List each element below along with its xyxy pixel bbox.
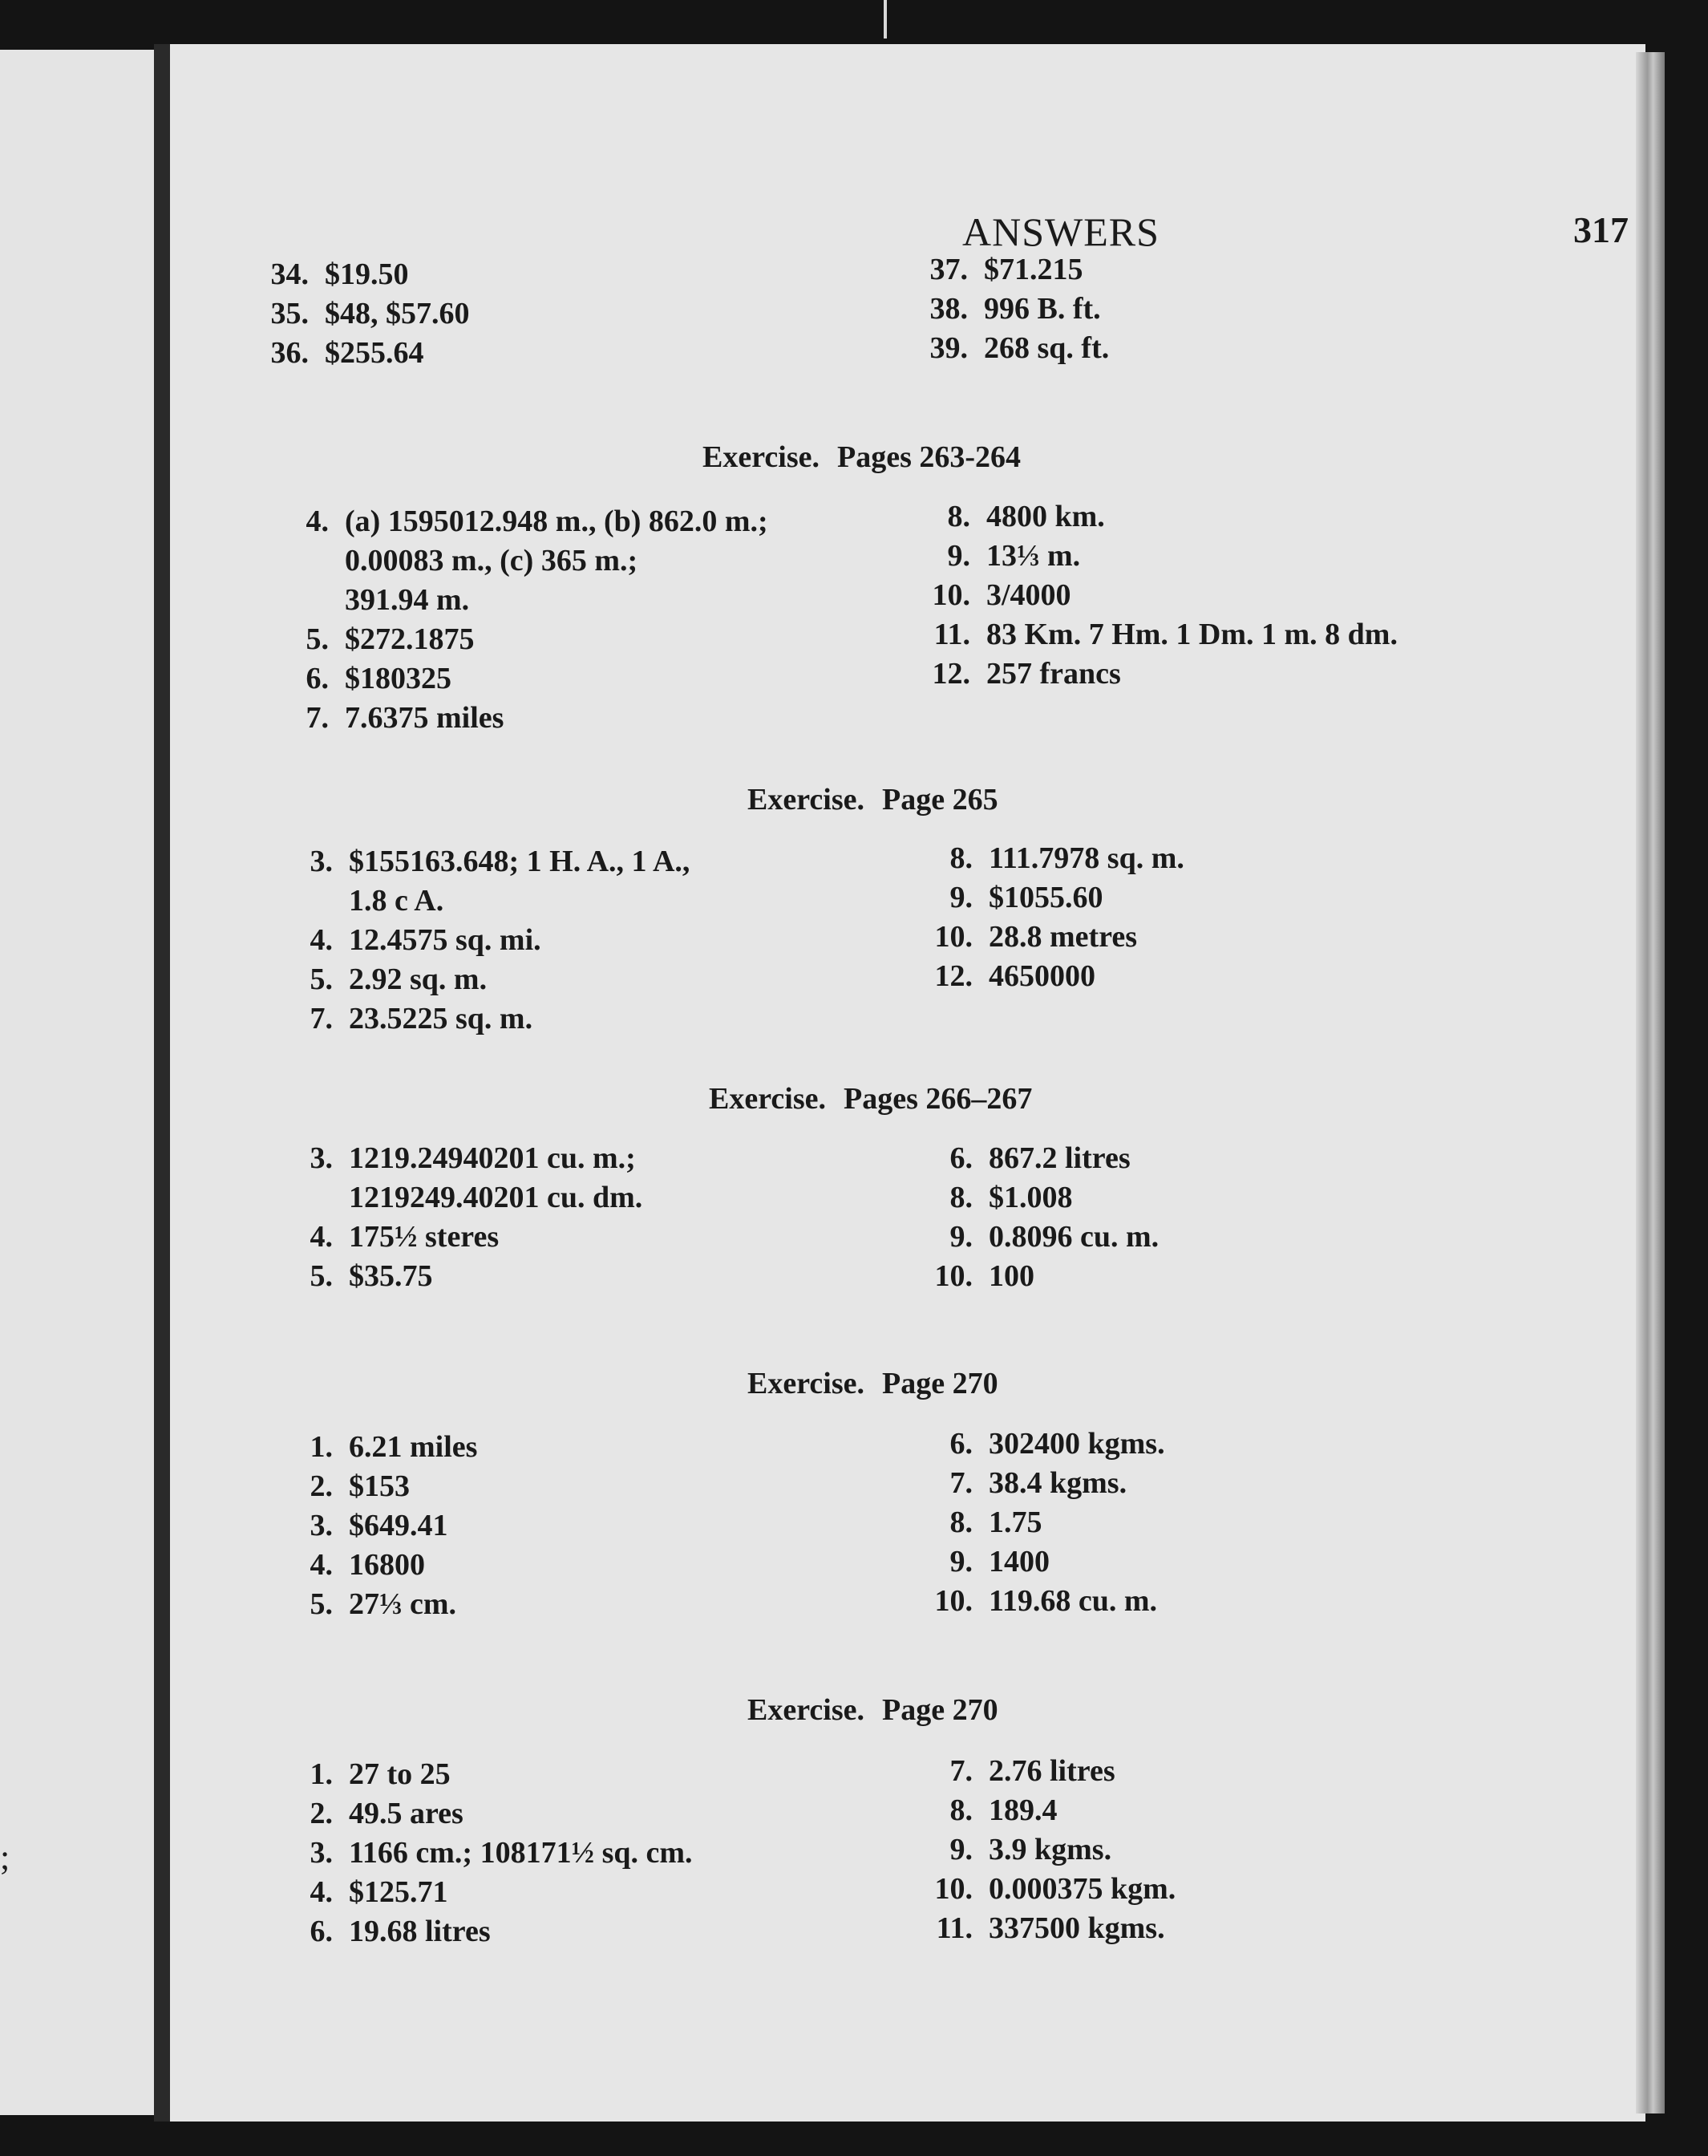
section-right-column [905, 1424, 1165, 1621]
answer-row: 4. $125.71 [310, 1875, 448, 1909]
answer-row: 8. 111.7978 sq. m. [949, 841, 1184, 875]
answer-row: 3. $649.41 [310, 1509, 448, 1542]
page-title: ANSWERS [962, 209, 1160, 254]
answer-row: 10. 28.8 metres [934, 920, 1138, 954]
answer-row: 4. 12.4575 sq. mi. [310, 923, 541, 957]
answer-row: 3. $155163.648; 1 H. A., 1 A., [310, 845, 690, 878]
answer-row: 4. 175½ steres [310, 1220, 500, 1254]
section-heading: Exercise. Pages 263-264 [702, 440, 1022, 474]
answer-row: 10. 119.68 cu. m. [934, 1584, 1158, 1618]
answer-row: 34. $19.50 [270, 257, 409, 291]
answer-row: 1. 6.21 miles [310, 1430, 478, 1464]
answer-row: 36. $255.64 [270, 336, 424, 370]
section-left-column [265, 1428, 477, 1624]
answer-row: 4. 16800 [310, 1548, 425, 1582]
answer-row: 6. $180325 [306, 662, 451, 695]
answer-row: 2. $153 [310, 1469, 410, 1503]
section-right-column [902, 497, 1398, 694]
section-left-column [265, 1755, 693, 1951]
left-margin-mark: ; [0, 1838, 10, 1877]
answer-row: 8. 4800 km. [947, 500, 1105, 533]
answer-row: 391.94 m. [345, 583, 470, 617]
answer-row: 8. 189.4 [949, 1793, 1058, 1827]
section-left-column [265, 842, 690, 1039]
answer-row: 2. 49.5 ares [310, 1797, 463, 1830]
answer-row: 8. 1.75 [949, 1506, 1042, 1539]
answer-row: 10. 0.000375 kgm. [934, 1872, 1176, 1906]
answer-row: 7. 38.4 kgms. [949, 1466, 1127, 1500]
answer-row: 5. 2.92 sq. m. [310, 962, 488, 996]
answer-row: 6. 302400 kgms. [949, 1427, 1165, 1461]
answer-row: 11. 337500 kgms. [936, 1911, 1165, 1945]
answer-row: 6. 867.2 litres [949, 1141, 1131, 1175]
answer-row: 12. 257 francs [932, 657, 1121, 691]
top-mark [884, 0, 887, 38]
answer-row: 10. 3/4000 [932, 578, 1071, 612]
answer-row: 9. 3.9 kgms. [949, 1833, 1112, 1866]
answer-row: 7. 7.6375 miles [306, 701, 504, 735]
page-edge [1636, 52, 1665, 2113]
answer-row: 4. (a) 1595012.948 m., (b) 862.0 m.; [306, 505, 768, 538]
answer-row: 7. 2.76 litres [949, 1754, 1115, 1788]
answer-row: 38. 996 B. ft. [929, 292, 1101, 326]
top-block-left [241, 255, 470, 373]
answer-row: 5. $35.75 [310, 1259, 433, 1293]
page-number: 317 [1573, 209, 1629, 250]
answer-row: 9. $1055.60 [949, 881, 1103, 914]
answer-row: 11. 83 Km. 7 Hm. 1 Dm. 1 m. 8 dm. [933, 618, 1398, 651]
answer-row: 3. 1166 cm.; 108171½ sq. cm. [310, 1836, 693, 1870]
answer-row: 1. 27 to 25 [310, 1757, 451, 1791]
section-left-column [261, 502, 768, 738]
top-block-right [900, 250, 1109, 368]
section-heading: Exercise. Page 265 [747, 783, 998, 817]
answer-row: 12. 4650000 [934, 959, 1095, 993]
answer-row: 3. 1219.24940201 cu. m.; [310, 1141, 636, 1175]
section-heading: Exercise. Pages 266–267 [709, 1082, 1033, 1116]
answer-row: 8. $1.008 [949, 1181, 1073, 1214]
answer-row: 10. 100 [934, 1259, 1034, 1293]
section-heading: Exercise. Page 270 [747, 1693, 998, 1727]
answer-row: 1.8 c A. [349, 884, 444, 918]
book-spine [154, 44, 170, 2122]
answer-row: 0.00083 m., (c) 365 m.; [345, 544, 638, 578]
answer-row: 1219249.40201 cu. dm. [349, 1181, 643, 1214]
answer-row: 35. $48, $57.60 [270, 297, 470, 330]
left-page-edge [0, 50, 154, 2115]
answer-row: 5. 27⅓ cm. [310, 1587, 457, 1621]
section-heading: Exercise. Page 270 [747, 1367, 998, 1400]
answer-row: 6. 19.68 litres [310, 1915, 491, 1948]
answer-row: 9. 1400 [949, 1545, 1050, 1578]
section-left-column [265, 1139, 642, 1296]
answer-row: 9. 0.8096 cu. m. [949, 1220, 1160, 1254]
answer-row: 5. $272.1875 [306, 622, 475, 656]
answer-row: 37. $71.215 [929, 253, 1083, 286]
answer-row: 9. 13⅓ m. [947, 539, 1081, 573]
answer-row: 39. 268 sq. ft. [929, 331, 1110, 365]
section-right-column [905, 1139, 1159, 1296]
answer-row: 7. 23.5225 sq. m. [310, 1002, 533, 1035]
section-right-column [905, 1752, 1176, 1948]
section-right-column [905, 839, 1184, 996]
